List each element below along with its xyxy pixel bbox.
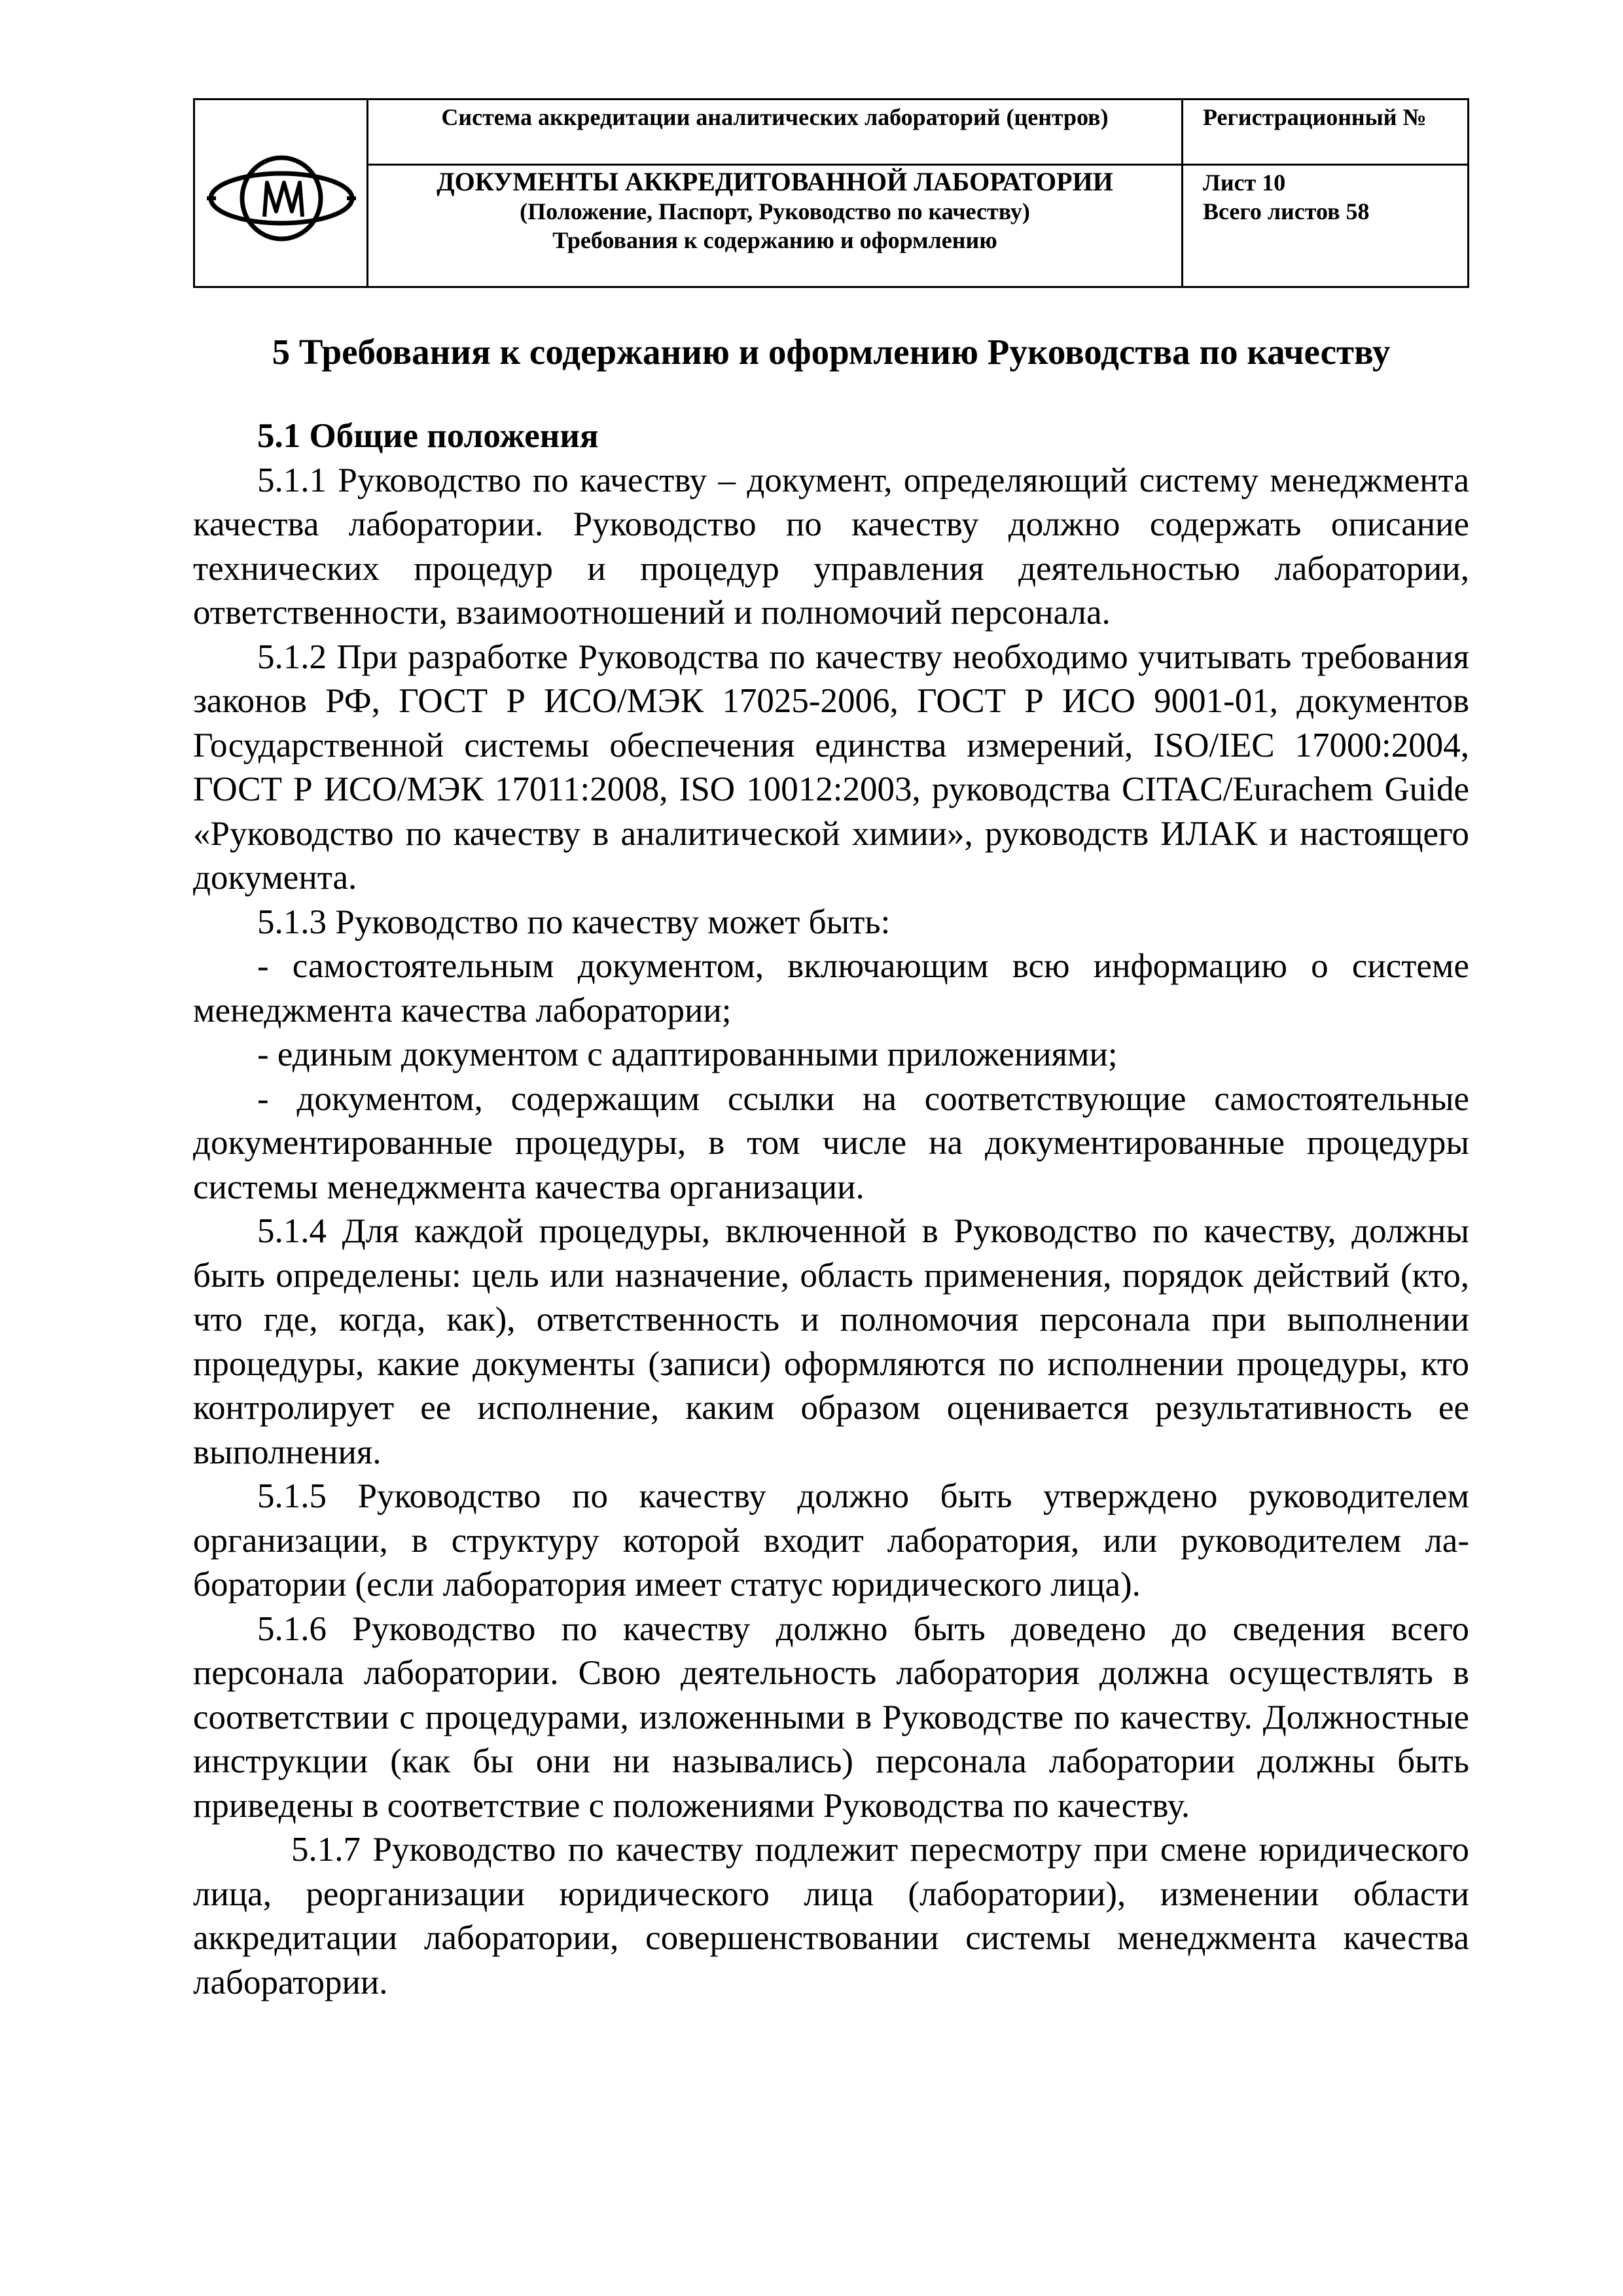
page-content — [193, 314, 1469, 2005]
registration-number-label: Регистрационный № — [1203, 104, 1427, 130]
list-item: - единым документом с адаптированными приложениями; — [257, 1035, 1118, 1073]
docs-subtitle: (Положение, Паспорт, Руководство по качеству) — [520, 198, 1030, 224]
logo-cell — [195, 100, 366, 286]
subsection-title: 5.1 Общие положения — [257, 417, 599, 455]
section-title: 5 Требования к содержанию и оформлению Руководства по качеству — [272, 332, 1391, 372]
sheet-info — [1203, 168, 1465, 226]
paragraph-5-1-3: 5.1.3 Руководство по качеству может быть: — [257, 903, 891, 941]
organization-logo-icon — [204, 146, 359, 251]
header-divider — [366, 164, 1467, 166]
paragraph-5-1-6: 5.1.6 Руководство по качеству должно быть доведено до сведения всего персонала лаборатории. Свою деятельность лаборатория должна осуществлять в соответствии с процедурами, изложенными в Руководстве по качеству. Должностные инструкции (как бы они ни назывались) персонала лаборатории должны быть приведены в соответствие с положениями Руководства по качеству. — [193, 1609, 1469, 1825]
total-sheets: Всего листов 58 — [1203, 198, 1370, 224]
docs-title: ДОКУМЕНТЫ АККРЕДИТОВАННОЙ ЛАБОРАТОРИИ — [437, 167, 1113, 196]
paragraph-5-1-7: 5.1.7 Руководство по качеству подлежит пересмотру при смене юридического лица, реорганизации юридического лица (лаборатории), изменении области аккредитации лаборатории, совершенствовании системы менеджмента качества лаборатории. — [193, 1831, 1469, 2001]
paragraph-5-1-5: 5.1.5 Руководство по качеству должно быть утверждено руководителем организации, в структуру которой входит лаборатория, или руководителем лаборатории (если лаборатория имеет статус юридического лица). — [193, 1477, 1469, 1604]
docs-requirements: Требования к содержанию и оформлению — [552, 227, 997, 253]
document-titles — [369, 167, 1181, 255]
paragraph-5-1-1: 5.1.1 Руководство по качеству – документ, определяющий систему менеджмента качества лаборатории. Руководство по качеству должно содержать описание технических процедур и процедур управления деятельностью лаборатории, ответственности, взаимоотношений и полномочий персонала. — [193, 461, 1469, 632]
sheet-number: Лист 10 — [1203, 170, 1286, 196]
document-header — [193, 98, 1469, 288]
list-item: - документом, содержащим ссылки на соответствующие самостоятельные документированные процедуры, в том числе на документированные процедуры системы менеджмента качества организации. — [193, 1079, 1469, 1206]
header-divider — [366, 100, 368, 286]
header-divider — [1181, 100, 1183, 286]
list-item: - самостоятельным документом, включающим всю информацию о системе менеджмента качества лаборатории; — [193, 947, 1469, 1030]
paragraph-5-1-2: 5.1.2 При разработке Руководства по качеству необходимо учитывать требования законов РФ, ГОСТ Р ИСО/МЭК 17025-2006, ГОСТ Р ИСО 9001-01, документов Государственной системы обеспечения единства измерений, ISO/IEC 17000:2004, ГОСТ Р ИСО/МЭК 17011:2008, ISO 10012:2003, руководства CITAC/Eurachem Guide «Руководство по качеству в аналитической химии», руководств ИЛАК и настоящего документа. — [193, 637, 1469, 897]
system-name: Система аккредитации аналитических лабораторий (центров) — [441, 104, 1109, 130]
paragraph-5-1-4: 5.1.4 Для каждой процедуры, включенной в Руководство по качеству, должны быть определены: цель или назначение, область применения, порядок действий (кто, что где, когда, как), ответственность и полномочия персонала при выполнении процедуры, какие документы (записи) оформляются по исполнении процедуры, кто контролирует ее исполнение, каким образом оценивается результативность ее выполнения. — [193, 1212, 1469, 1471]
